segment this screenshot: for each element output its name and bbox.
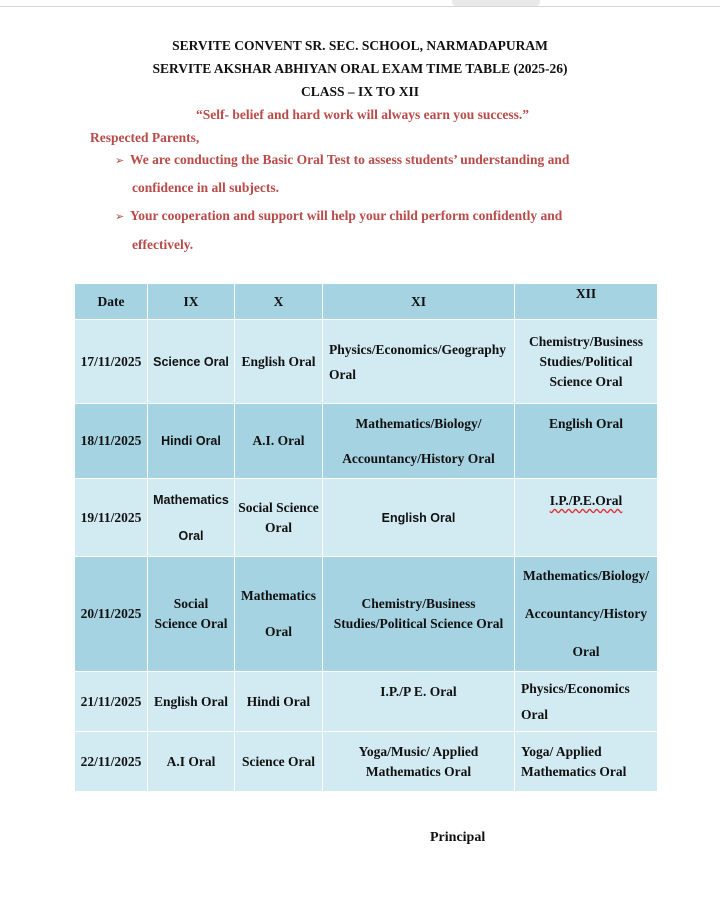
cell-xi-text: Chemistry/Business Studies/Political Science Oral — [333, 596, 504, 631]
motto-quote: “Self- belief and hard work will always earn you success.” — [196, 107, 530, 122]
principal-signature: Principal — [430, 830, 486, 845]
cell-x: Hindi Oral — [235, 672, 323, 732]
class-range: CLASS – IX TO XII — [300, 84, 420, 99]
cell-x: A.I. Oral — [235, 404, 323, 479]
bullet-arrow-icon: ➢ — [115, 211, 125, 223]
table-row — [75, 672, 658, 732]
header-xi: XI — [323, 284, 515, 320]
header-date: Date — [75, 284, 148, 320]
cell-date: 18/11/2025 — [75, 404, 148, 479]
cell-xi: Mathematics/Biology/ Accountancy/History Oral — [323, 404, 515, 479]
table-row — [75, 732, 658, 792]
cell-x: Social Science Oral — [235, 479, 323, 557]
cell-date: 19/11/2025 — [75, 479, 148, 557]
cell-xi — [323, 557, 515, 672]
timetable — [74, 283, 658, 792]
table-row — [75, 479, 658, 557]
cell-date: 22/11/2025 — [75, 732, 148, 792]
table-header-row — [75, 284, 658, 320]
top-tab — [452, 0, 540, 6]
bullet1-line1: We are conducting the Basic Oral Test to assess students’ understanding and — [130, 152, 570, 167]
header-xii: XII — [515, 284, 658, 320]
cell-xii: English Oral — [515, 404, 658, 479]
cell-xi: Physics/Economics/Geography Oral — [323, 320, 515, 404]
top-border — [0, 6, 720, 7]
cell-ix: English Oral — [148, 672, 235, 732]
cell-xi: Yoga/Music/ Applied Mathematics Oral — [323, 732, 515, 792]
cell-ix: Mathematics Oral — [148, 479, 235, 557]
cell-date: 21/11/2025 — [75, 672, 148, 732]
header-ix: IX — [148, 284, 235, 320]
cell-ix: Hindi Oral — [148, 404, 235, 479]
cell-x: Mathematics Oral — [235, 557, 323, 672]
cell-xi: English Oral — [323, 479, 515, 557]
bullet2-line2: effectively. — [132, 237, 194, 252]
table-row — [75, 320, 658, 404]
bullet1-line2: confidence in all subjects. — [132, 180, 279, 195]
table-row — [75, 404, 658, 479]
exam-title: SERVITE AKSHAR ABHIYAN ORAL EXAM TIME TABLE (2025-26) — [152, 61, 568, 76]
header-x: X — [235, 284, 323, 320]
cell-xii: Chemistry/Business Studies/Political Science Oral — [515, 320, 658, 404]
cell-ix: Science Oral — [148, 320, 235, 404]
cell-ix: Social Science Oral — [148, 557, 235, 672]
cell-date: 20/11/2025 — [75, 557, 148, 672]
bullet2-line1: Your cooperation and support will help your child perform confidently and — [130, 208, 563, 223]
cell-xii: Mathematics/Biology/ Accountancy/History Oral — [515, 557, 658, 672]
cell-ix: A.I Oral — [148, 732, 235, 792]
cell-date: 17/11/2025 — [75, 320, 148, 404]
cell-xii: Physics/Economics Oral — [515, 672, 658, 732]
cell-xii-text: I.P./P.E.Oral — [549, 493, 623, 508]
cell-xi: I.P./P E. Oral — [323, 672, 515, 732]
salutation: Respected Parents, — [90, 130, 200, 145]
table-row — [75, 557, 658, 672]
cell-xii: Yoga/ Applied Mathematics Oral — [515, 732, 658, 792]
cell-x: Science Oral — [235, 732, 323, 792]
school-name: SERVITE CONVENT SR. SEC. SCHOOL, NARMADAPURAM — [172, 38, 548, 53]
cell-x: English Oral — [235, 320, 323, 404]
cell-xii — [515, 479, 658, 557]
bullet-arrow-icon: ➢ — [115, 155, 125, 167]
